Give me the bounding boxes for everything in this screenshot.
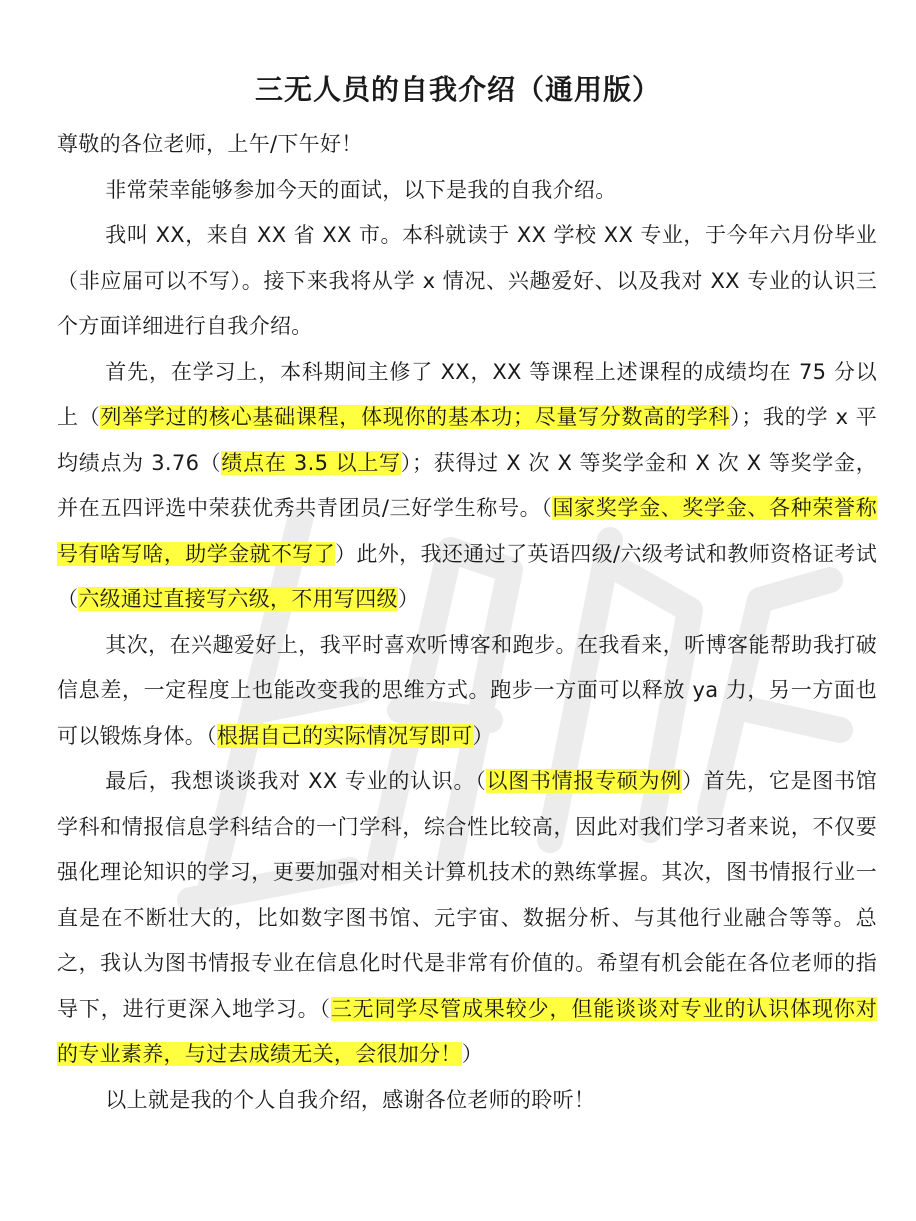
- major-text-2: ）首先，它是图书馆学科和情报信息学科结合的一门学科，综合性比较高，因此对我们学习者来说，不仅要强化理论知识的学习，更要加强对相关计算机技术的熟练掌握。其次，图书情报行业一直是在不断壮大的，比如数字图书馆、元宇宙、数据分析、与其他行业融合等等。总之，我认为图书情报专业在信息化时代是非常有价值的。希望有机会能在各位老师的指导下，进行更深入地学习。（: [57, 769, 878, 1021]
- major-paragraph: [57, 759, 877, 1078]
- background-paragraph: 我叫 XX，来自 XX 省 XX 市。本科就读于 XX 学校 XX 专业，于今年六月份毕业（非应届可以不写）。接下来我将从学 x 情况、兴趣爱好、以及我对 XX 专业的认识三个方面详细进行自我介绍。: [57, 223, 877, 338]
- intro-paragraph: 非常荣幸能够参加今天的面试，以下是我的自我介绍。: [105, 177, 617, 202]
- hobby-text-2: ）: [472, 723, 494, 748]
- highlight-note-hobby: 根据自己的实际情况写即可: [216, 723, 473, 748]
- hobby-text-1: 其次，在兴趣爱好上，我平时喜欢听博客和跑步。在我看来，听博客能帮助我打破信息差，一定程度上也能改变我的思维方式。跑步一方面可以释放 ya 力，另一方面也可以锻炼身体。（: [57, 632, 877, 748]
- closing-paragraph: 以上就是我的个人自我介绍，感谢各位老师的聆听！: [105, 1087, 596, 1112]
- highlight-note-cet: 六级通过直接写六级，不用写四级: [78, 587, 398, 611]
- major-text-1: 最后，我想谈谈我对 XX 专业的认识。（: [105, 769, 487, 793]
- highlight-note-scholarship: 国家奖学金、奖学金、各种荣誉称号有啥写啥，助学金就不写了: [57, 496, 877, 566]
- study-text-4: ）此外，我还通过了英语四级/六级考试和教师资格证考试（: [57, 541, 877, 611]
- highlight-note-courses: 列举学过的核心基础课程，体现你的基本功；尽量写分数高的学科: [100, 405, 731, 429]
- document-title: 三无人员的自我介绍（通用版）: [254, 73, 661, 106]
- study-text-5: ）: [397, 587, 420, 611]
- study-text-3: ）；获得过 X 次 X 等奖学金和 X 次 X 等奖学金，并在五四评选中荣获优秀共青团员/三好学生称号。（: [57, 450, 877, 520]
- greeting-paragraph: 尊敬的各位老师，上午/下午好！: [57, 132, 363, 156]
- highlight-note-example: 以图书情报专硕为例: [486, 769, 682, 793]
- highlight-note-gpa: 绩点在 3.5 以上写: [221, 450, 401, 475]
- highlight-note-tip: 三无同学尽管成果较少，但能谈谈对专业的认识体现你对的专业素养，与过去成绩无关，会很加分！: [57, 996, 877, 1066]
- study-paragraph: [57, 350, 877, 623]
- document-body: [57, 122, 877, 1123]
- study-text-2: ）；我的学 x 平均绩点为 3.76（: [57, 405, 877, 475]
- hobby-paragraph: [57, 623, 877, 760]
- major-text-3: ）: [461, 1042, 484, 1066]
- study-text-1: 首先，在学习上，本科期间主修了 XX，XX 等课程上述课程的成绩均在 75 分以上（: [57, 359, 877, 429]
